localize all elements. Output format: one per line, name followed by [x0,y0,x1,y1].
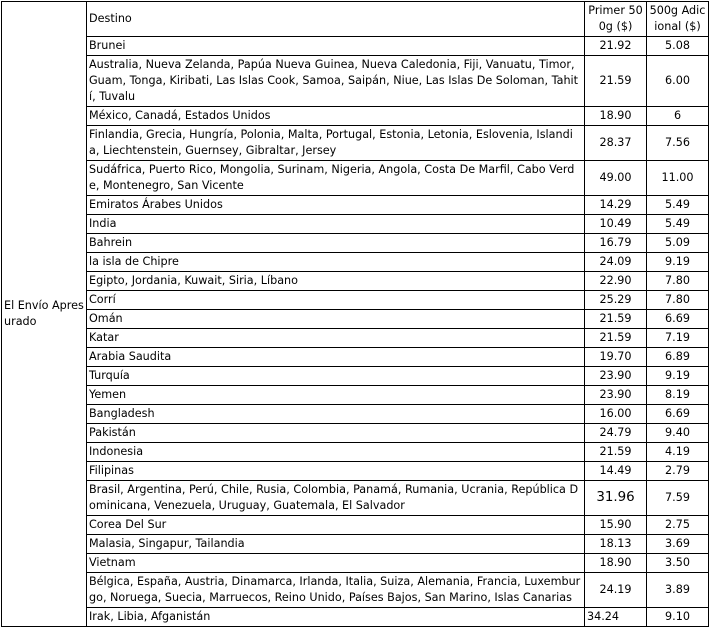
additional-500g-price: 5.49 [647,196,709,215]
first-500g-price: 14.29 [585,196,647,215]
destination-cell: Brunei [87,37,585,56]
additional-500g-price: 6.89 [647,348,709,367]
destination-cell: Arabia Saudita [87,348,585,367]
first-500g-price: 21.59 [585,443,647,462]
first-500g-price: 18.13 [585,535,647,554]
destination-cell: Bahrein [87,234,585,253]
additional-500g-price: 5.49 [647,215,709,234]
table-row [2,37,709,56]
destination-cell: Bélgica, España, Austria, Dinamarca, Irlanda, Italia, Suiza, Alemania, Francia, Luxemburgo, Noruega, Suecia, Marruecos, Reino Unido, Países Bajos, San Marino, Islas Canarias [87,573,585,608]
rates-table-body [2,2,709,627]
destination-cell: Brasil, Argentina, Perú, Chile, Rusia, Colombia, Panamá, Rumania, Ucrania, República Dominicana, Venezuela, Uruguay, Guatemala, El Salvador [87,481,585,516]
first-500g-price: 18.90 [585,554,647,573]
table-row [2,253,709,272]
table-row [2,234,709,253]
first-500g-price: 19.70 [585,348,647,367]
first-500g-price: 49.00 [585,161,647,196]
first-500g-price: 14.49 [585,462,647,481]
header-row [2,2,709,37]
table-row [2,535,709,554]
additional-500g-price: 2.79 [647,462,709,481]
first-500g-price: 31.96 [585,481,647,516]
table-row [2,462,709,481]
table-row [2,196,709,215]
destination-cell: Irak, Libia, Afganistán [87,608,585,627]
table-row [2,161,709,196]
first-500g-price: 22.90 [585,272,647,291]
additional-500g-price: 3.89 [647,573,709,608]
table-row [2,310,709,329]
additional-500g-price: 6 [647,107,709,126]
additional-500g-price: 6.69 [647,310,709,329]
table-row [2,291,709,310]
shipping-rates-table [1,1,709,627]
table-row [2,272,709,291]
first-500g-price: 21.59 [585,310,647,329]
first-500g-header: Primer 500g ($) [585,2,647,37]
destination-cell: Katar [87,329,585,348]
table-row [2,56,709,107]
destination-cell: India [87,215,585,234]
additional-500g-price: 5.09 [647,234,709,253]
destination-cell: Corea Del Sur [87,516,585,535]
destination-cell: Corrí [87,291,585,310]
table-row [2,386,709,405]
table-row [2,608,709,627]
destination-cell: la isla de Chipre [87,253,585,272]
additional-500g-price: 7.56 [647,126,709,161]
destination-cell: Yemen [87,386,585,405]
first-500g-price: 23.90 [585,386,647,405]
destination-cell: Indonesia [87,443,585,462]
additional-500g-price: 9.19 [647,253,709,272]
first-500g-price: 23.90 [585,367,647,386]
first-500g-price: 21.59 [585,329,647,348]
additional-500g-price: 7.80 [647,272,709,291]
destination-cell: Filipinas [87,462,585,481]
additional-500g-price: 9.40 [647,424,709,443]
additional-500g-price: 8.19 [647,386,709,405]
first-500g-price: 15.90 [585,516,647,535]
additional-500g-price: 6.69 [647,405,709,424]
additional-500g-price: 11.00 [647,161,709,196]
table-row [2,367,709,386]
additional-500g-price: 9.10 [647,608,709,627]
shipping-method-cell: El Envío Apresurado [2,2,87,627]
table-row [2,329,709,348]
destination-cell: México, Canadá, Estados Unidos [87,107,585,126]
first-500g-price: 16.79 [585,234,647,253]
first-500g-price: 16.00 [585,405,647,424]
first-500g-price: 10.49 [585,215,647,234]
additional-500g-price: 7.59 [647,481,709,516]
destination-cell: Turquía [87,367,585,386]
destination-cell: Omán [87,310,585,329]
additional-500g-price: 4.19 [647,443,709,462]
destination-cell: Malasia, Singapur, Tailandia [87,535,585,554]
table-row [2,443,709,462]
additional-500g-price: 3.69 [647,535,709,554]
first-500g-price: 24.09 [585,253,647,272]
first-500g-price: 24.19 [585,573,647,608]
destination-cell: Australia, Nueva Zelanda, Papúa Nueva Guinea, Nueva Caledonia, Fiji, Vanuatu, Timor, Guam, Tonga, Kiribati, Las Islas Cook, Samoa, Saipán, Niue, Las Islas De Soloman, Tahití, Tuvalu [87,56,585,107]
destination-header: Destino [87,2,585,37]
table-row [2,215,709,234]
table-row [2,516,709,535]
table-row [2,126,709,161]
first-500g-price: 34.24 [585,608,647,627]
additional-500g-price: 7.19 [647,329,709,348]
destination-cell: Bangladesh [87,405,585,424]
additional-500g-header: 500g Adicional ($) [647,2,709,37]
first-500g-price: 18.90 [585,107,647,126]
destination-cell: Sudáfrica, Puerto Rico, Mongolia, Surinam, Nigeria, Angola, Costa De Marfil, Cabo Verde, Montenegro, San Vicente [87,161,585,196]
additional-500g-price: 2.75 [647,516,709,535]
table-row [2,405,709,424]
destination-cell: Finlandia, Grecia, Hungría, Polonia, Malta, Portugal, Estonia, Letonia, Eslovenia, Islandia, Liechtenstein, Guernsey, Gibraltar, Jersey [87,126,585,161]
additional-500g-price: 5.08 [647,37,709,56]
first-500g-price: 28.37 [585,126,647,161]
additional-500g-price: 7.80 [647,291,709,310]
additional-500g-price: 3.50 [647,554,709,573]
destination-cell: Vietnam [87,554,585,573]
destination-cell: Emiratos Árabes Unidos [87,196,585,215]
first-500g-price: 25.29 [585,291,647,310]
first-500g-price: 21.92 [585,37,647,56]
destination-cell: Egipto, Jordania, Kuwait, Siria, Líbano [87,272,585,291]
table-row [2,107,709,126]
first-500g-price: 21.59 [585,56,647,107]
table-row [2,348,709,367]
destination-cell: Pakistán [87,424,585,443]
table-row [2,554,709,573]
additional-500g-price: 9.19 [647,367,709,386]
first-500g-price: 24.79 [585,424,647,443]
table-row [2,573,709,608]
additional-500g-price: 6.00 [647,56,709,107]
table-row [2,424,709,443]
table-row [2,481,709,516]
